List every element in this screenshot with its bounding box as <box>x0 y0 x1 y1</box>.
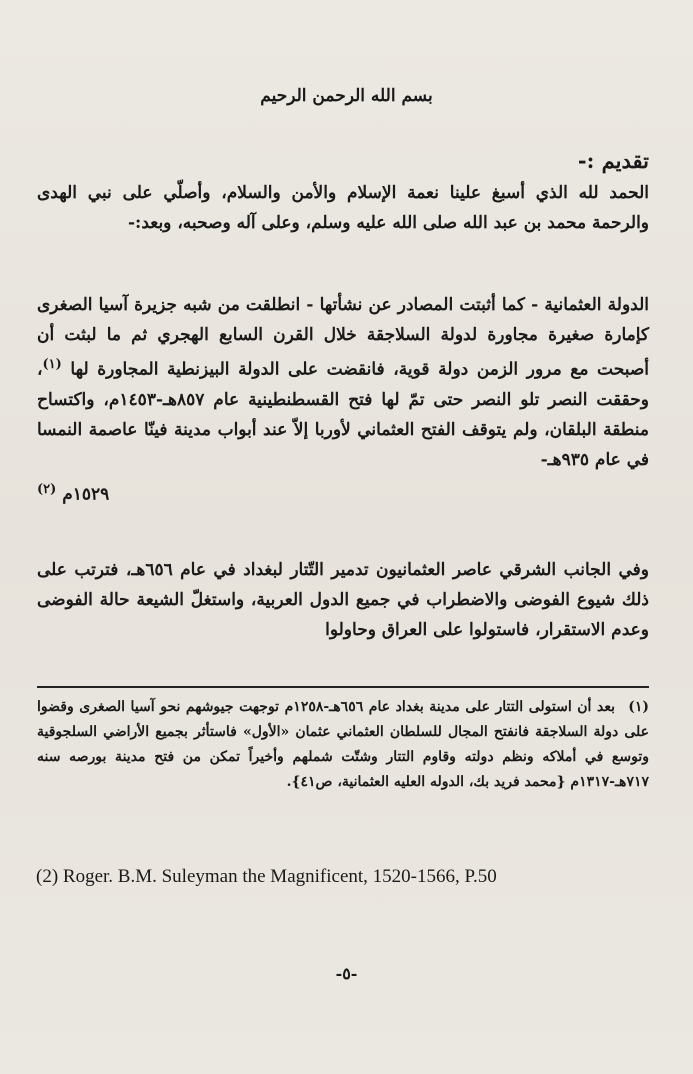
paragraph-eastern-side: وفي الجانب الشرقي عاصر العثمانيون تدمير التّتار لبغداد في عام ٦٥٦هـ، فترتب على ذلك شيوع الفوضى والاضطراب في جميع الدول العربية، واستغلّ الشيعة حالة الفوضى وعدم الاستقرار، فاستولوا على العراق وحاولوا <box>37 560 649 640</box>
footnote-1-text: بعد أن استولى التتار على مدينة بغداد عام ٦٥٦هـ-١٢٥٨م توجهت جيوشهم نحو آسيا الصغرى وقضوا على دولة السلاجقة فانفتح المجال للسلطان العثماني عثمان «الأول» فاستأثر بجميع الأراضي السلجوقية وتوسع في أملاكه ونظم دولته وقاوم التتار وشتّت شملهم وأخيراً تمكن من فتح مدينة بورصه سنه ٧١٧هـ-١٣١٧م {محمد فريد بك، الدوله العليه العثمانية، ص٤١}. <box>37 699 649 790</box>
basmala: بسم الله الرحمن الرحيم <box>260 86 433 106</box>
footnote-2: (2) Roger. B.M. Suleyman the Magnificent, 1520-1566, P.50 <box>36 866 497 887</box>
footnote-divider <box>37 686 649 688</box>
paragraph-opening: الحمد لله الذي أسبغ علينا نعمة الإسلام والأمن والسلام، وأصلّي على نبي الهدى والرحمة محمد بن عبد الله صلى الله عليه وسلم، وعلى آله وصحبه، وبعد:- <box>37 183 649 233</box>
footnote-reference-2: (٢) <box>37 481 57 497</box>
page-number: -٥- <box>335 964 358 983</box>
footnote-1 <box>37 695 649 795</box>
footnote-reference-1: (١) <box>42 357 62 372</box>
paragraph-ottoman-state <box>37 290 649 509</box>
paragraph-ottoman-state-continuation: ، وحققت النصر تلو النصر حتى تمّ لها فتح القسطنطينية عام ٨٥٧هـ-١٤٥٣م، واكتساح منطقة البلقان، ولم يتوقف الفتح العثماني لأوربا إلاّ عند أبواب مدينة فينّا عاصمة النمسا في عام ٩٣٥هـ- <box>37 359 649 470</box>
paragraph-ottoman-state-year: ١٥٢٩م <box>62 484 110 505</box>
footnote-1-marker: (١) <box>628 699 649 715</box>
paragraph-ottoman-state-last-line <box>37 475 649 510</box>
section-heading: تقديم :- <box>577 148 649 173</box>
paragraph-ottoman-state-text: الدولة العثمانية - كما أثبتت المصادر عن نشأتها - انطلقت من شبه جزيرة آسيا الصغرى كإمارة صغيرة مجاورة لدولة السلاجقة خلال القرن السابع الهجري ثم ما لبثت أن أصبحت مع مرور الزمن دولة قوية، فانقضت على الدولة البيزنطية المجاورة لها <box>37 295 649 380</box>
